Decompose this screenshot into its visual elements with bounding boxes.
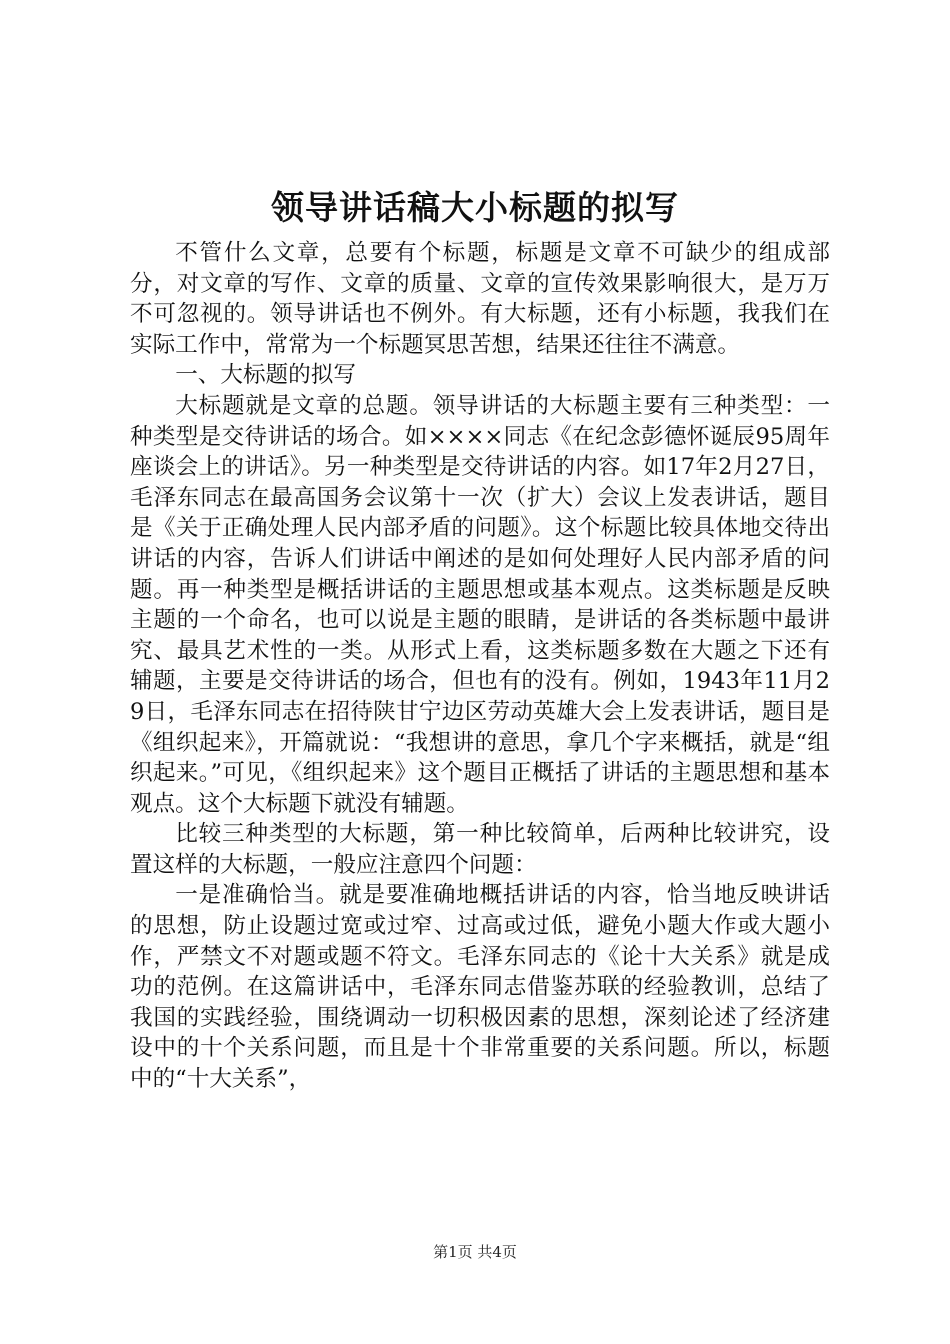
paragraph-big-title-types: 大标题就是文章的总题。领导讲话的大标题主要有三种类型：一种类型是交待讲话的场合。如××××同志《在纪念彭德怀诞辰95周年座谈会上的讲话》。另一种类型是交待讲话的内容。如17年2月27日，毛泽东同志在最高国务会议第十一次（扩大）会议上发表讲话，题目是《关于正确处理人民内部矛盾的问题》。这个标题比较具体地交待出讲话的内容，告诉人们讲话中阐述的是如何处理好人民内部矛盾的问题。再一种类型是概括讲话的主题思想或基本观点。这类标题是反映主题的一个命名，也可以说是主题的眼睛，是讲话的各类标题中最讲究、最具艺术性的一类。从形式上看，这类标题多数在大题之下还有辅题，主要是交待讲话的场合，但也有的没有。例如，1943年11月29日，毛泽东同志在招待陕甘宁边区劳动英雄大会上发表讲话，题目是《组织起来》，开篇就说：“我想讲的意思，拿几个字来概括，就是“组织起来。”可见，《组织起来》这个题目正概括了讲话的主题思想和基本观点。这个大标题下就没有辅题。 <box>130 392 830 817</box>
document-title: 领导讲话稿大小标题的拟写 <box>271 188 679 227</box>
page-footer: 第1页 共4页 <box>433 1243 517 1261</box>
paragraph-intro: 不管什么文章，总要有个标题，标题是文章不可缺少的组成部分，对文章的写作、文章的质量、文章的宣传效果影响很大，是万万不可忽视的。领导讲话也不例外。有大标题，还有小标题，我我们在实际工作中，常常为一个标题冥思苦想，结果还往往不满意。 <box>130 240 830 358</box>
section-heading-1: 一、大标题的拟写 <box>175 362 356 389</box>
paragraph-point-one: 一是准确恰当。就是要准确地概括讲话的内容，恰当地反映讲话的思想，防止设题过宽或过窄、过高或过低，避免小题大作或大题小作，严禁文不对题或题不符文。毛泽东同志的《论十大关系》就是成功的范例。在这篇讲话中，毛泽东同志借鉴苏联的经验教训，总结了我国的实践经验，围绕调动一切积极因素的思想，深刻论述了经济建设中的十个关系问题，而且是十个非常重要的关系问题。所以，标题中的“十大关系”， <box>130 882 830 1093</box>
paragraph-comparison: 比较三种类型的大标题，第一种比较简单，后两种比较讲究，设置这样的大标题，一般应注意四个问题： <box>130 821 830 878</box>
document-body <box>130 238 830 1095</box>
